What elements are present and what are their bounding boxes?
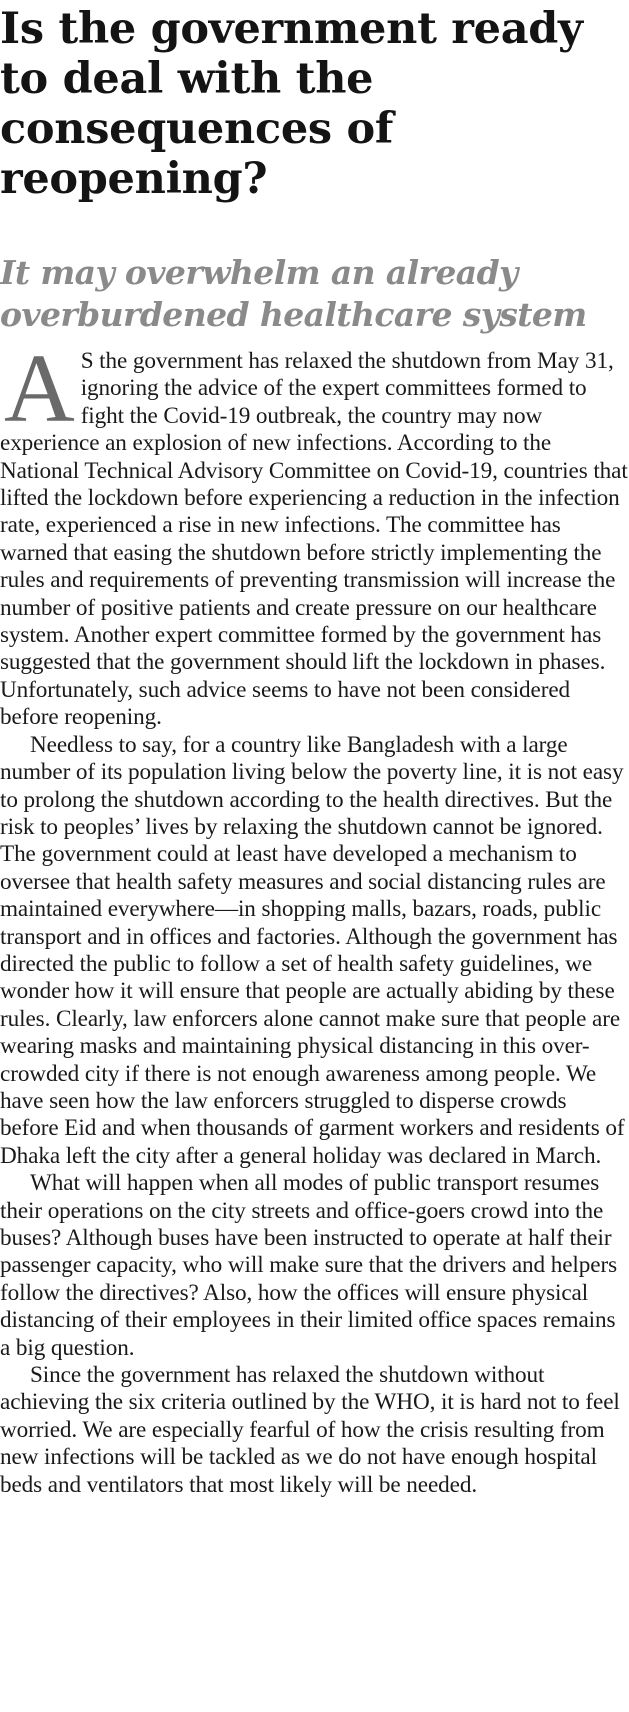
paragraph-3: What will happen when all modes of public transport resumes their operations on the city streets and office-goers crowd into the buses? Although buses have been instructed to operate at half their passenger capacity, who will make sure that the drivers and helpers follow the directives? Also, how the offices will ensure physical distancing of their employees in their limited office spaces remains a big question. xyxy=(0,1170,617,1361)
article-body xyxy=(0,335,629,1499)
subheadline: It may overwhelm an already overburdened healthcare system xyxy=(0,253,587,334)
paragraph-2: Needless to say, for a country like Bangladesh with a large number of its population living below the poverty line, it is not easy to prolong the shutdown according to the health directives. But the risk to peoples’ lives by relaxing the shutdown cannot be ignored. The government could at least have developed a mechanism to oversee that health safety measures and social distancing rules are maintained everywhere—in shopping malls, bazars, roads, public transport and in offices and factories. Although the government has directed the public to follow a set of health safety guidelines, we wonder how it will ensure that people are actually abiding by these rules. Clearly, law enforcers alone cannot make sure that people are wearing masks and maintaining physical distancing in this over-crowded city if there is not enough awareness among people. We have seen how the law enforcers struggled to disperse crowds before Eid and when thousands of garment workers and residents of Dhaka left the city after a general holiday was declared in March. xyxy=(0,731,625,1169)
paragraph-1 xyxy=(0,335,629,732)
headline: Is the government ready to deal with the consequences of reopening? xyxy=(0,4,583,204)
paragraph-1-text: S the government has relaxed the shutdown from May 31, ignoring the advice of the expert committees formed to fight the Covid-19 outbreak, the country may now experience an explosion of new infections. According to the National Technical Advisory Committee on Covid-19, countries that lifted the lockdown before experiencing a reduction in the infection rate, experienced a rise in new infections. The committee has warned that easing the shutdown before strictly implementing the rules and requirements of preventing transmission will increase the number of positive patients and create pressure on our healthcare system. Another expert committee formed by the government has suggested that the government should lift the lockdown in phases. Unfortunately, such advice seems to have not been considered before reopening. xyxy=(0,348,628,731)
paragraph-4: Since the government has relaxed the shutdown without achieving the six criteria outlined by the WHO, it is hard not to feel worried. We are especially fearful of how the crisis resulting from new infections will be tackled as we do not have enough hospital beds and ventilators that most likely will be needed. xyxy=(0,1362,620,1498)
drop-cap: A xyxy=(4,335,75,443)
